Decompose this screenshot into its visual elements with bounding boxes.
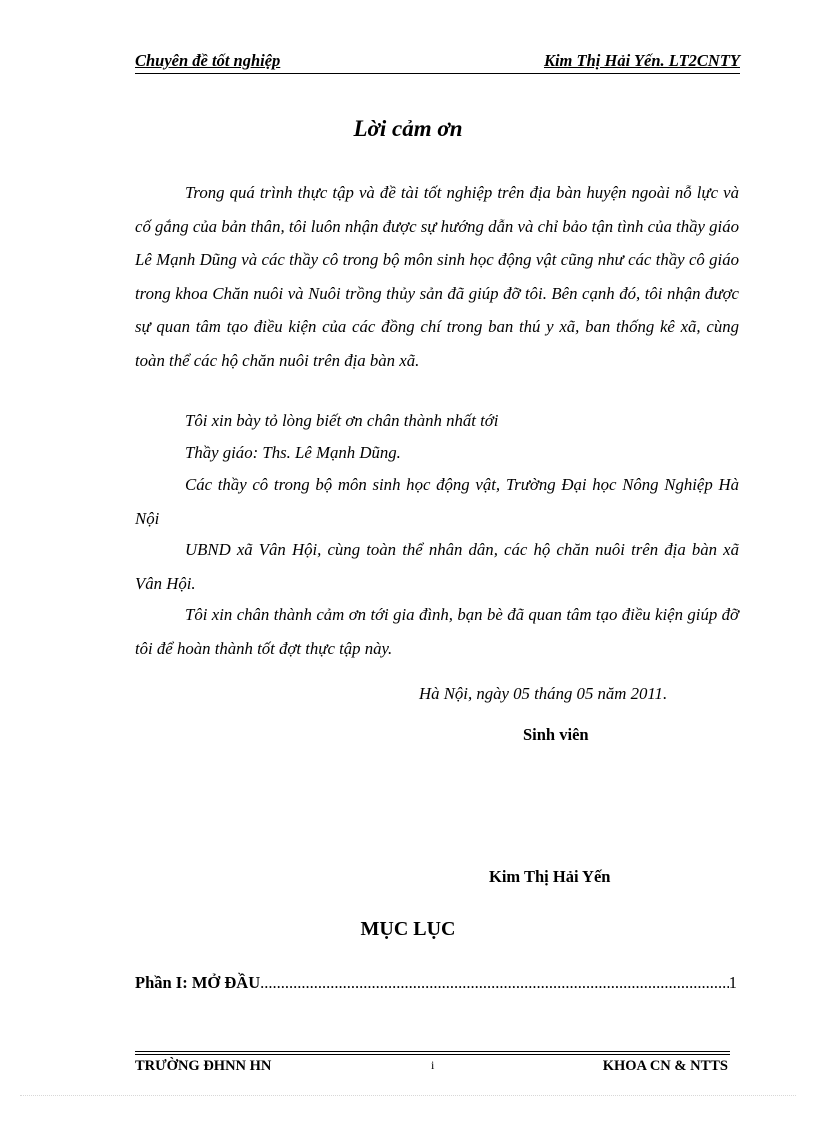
toc-entry-label: Phần I: MỞ ĐẦU [135, 973, 261, 992]
footer-page-number: i [431, 1058, 435, 1072]
header-doc-type: Chuyên đề tốt nghiệp [135, 51, 281, 70]
thanks-advisor: Thầy giáo: Ths. Lê Mạnh Dũng. [185, 443, 401, 462]
footer-rule [135, 1051, 730, 1052]
toc-leader-dots [260, 973, 729, 993]
signature-date: Hà Nội, ngày 05 tháng 05 năm 2011. [419, 684, 668, 703]
footer-university: TRƯỜNG ĐHNN HN [135, 1058, 272, 1074]
header-author-class: Kim Thị Hải Yến. LT2CNTY [543, 51, 740, 70]
page-bottom-edge [20, 1095, 796, 1096]
thanks-department: Các thầy cô trong bộ môn sinh học động vật, Trường Đại học Nông Nghiệp Hà Nội [135, 475, 739, 528]
footer-faculty: KHOA CN & NTTS [602, 1058, 728, 1074]
acknowledgement-paragraph: Trong quá trình thực tập và đề tài tốt nghiệp trên địa bàn huyện ngoài nỗ lực và cố gắng của bản thân, tôi luôn nhận được sự hướng dẫn và chỉ bảo tận tình của thầy giáo Lê Mạnh Dũng và các thầy cô trong bộ môn sinh học động vật cũng như các thầy cô giáo trong khoa Chăn nuôi và Nuôi trồng thủy sản đã giúp đỡ tôi. Bên cạnh đó, tôi nhận được sự quan tâm tạo điều kiện của các đồng chí trong ban thú y xã, ban thống kê xã, cùng toàn thể các hộ chăn nuôi trên địa bàn xã. [135, 183, 739, 370]
thanks-commune: UBND xã Vân Hội, cùng toàn thể nhân dân, các hộ chăn nuôi trên địa bàn xã Vân Hội. [135, 540, 739, 593]
thanks-intro: Tôi xin bày tỏ lòng biết ơn chân thành nhất tới [185, 411, 499, 430]
signature-role: Sinh viên [523, 725, 589, 744]
page-title: Lời cảm ơn [353, 116, 463, 141]
page-header [135, 49, 740, 74]
thanks-family: Tôi xin chân thành cảm ơn tới gia đình, bạn bè đã quan tâm tạo điều kiện giúp đỡ tôi để hoàn thành tốt đợt thực tập này. [135, 605, 739, 658]
toc-title: MỤC LỤC [360, 918, 456, 940]
toc-entry-page: 1 [728, 973, 737, 992]
footer-rule-second [135, 1054, 730, 1055]
signature-name: Kim Thị Hải Yến [489, 867, 611, 886]
toc-entry[interactable] [135, 973, 737, 993]
